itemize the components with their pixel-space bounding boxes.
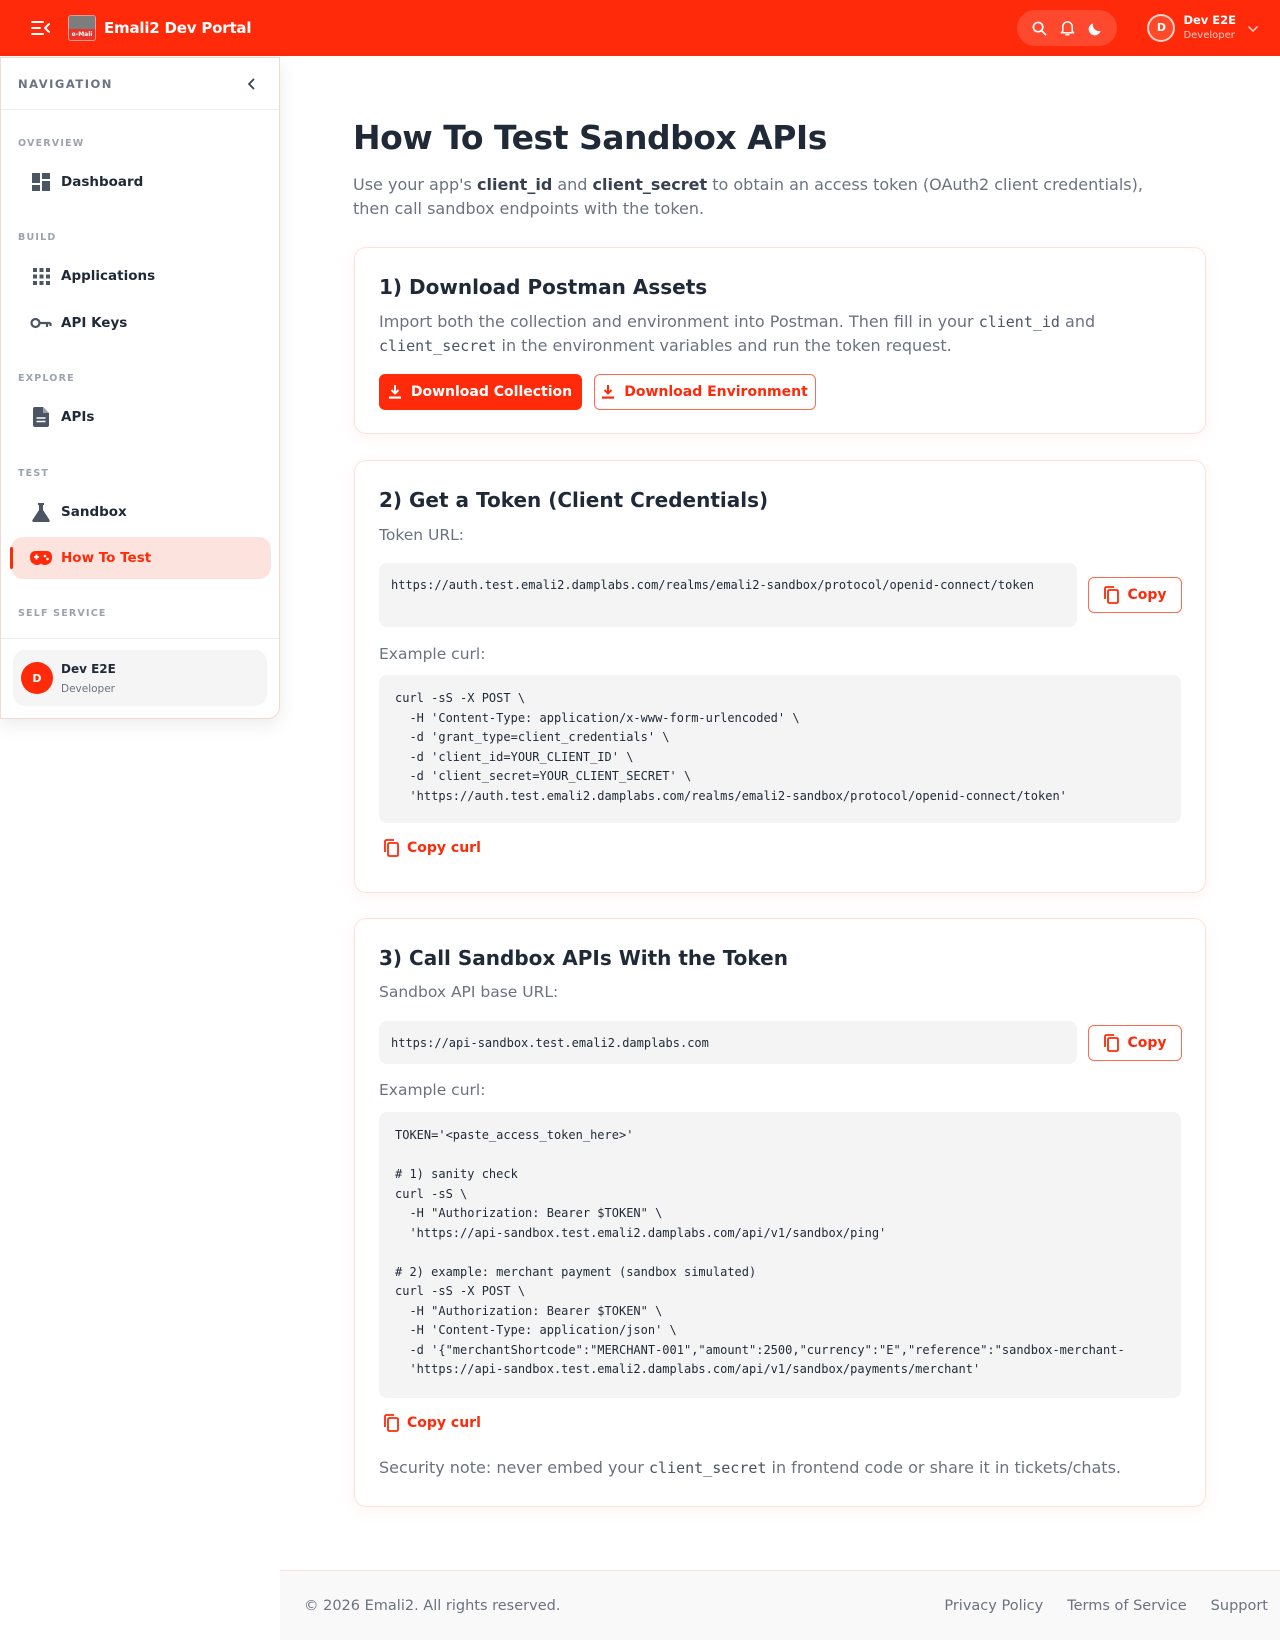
sidebar-item-label: Sandbox xyxy=(61,504,127,520)
token-url-label: Token URL: xyxy=(379,526,465,544)
footer xyxy=(280,1570,1280,1640)
moon-icon[interactable] xyxy=(1084,17,1106,39)
section-explore: EXPLORE xyxy=(18,373,75,384)
button-label: Copy xyxy=(1127,587,1167,603)
user-role: Developer xyxy=(1183,30,1235,42)
card-get-token xyxy=(354,460,1206,893)
download-collection-button[interactable] xyxy=(379,374,582,410)
button-label: Copy xyxy=(1127,1035,1167,1051)
sidebar xyxy=(0,57,280,719)
user-name: Dev E2E xyxy=(61,661,116,676)
avatar: D xyxy=(1147,14,1175,42)
terms-of-service-link[interactable]: Terms of Service xyxy=(1067,1598,1187,1614)
section-build: BUILD xyxy=(18,232,57,243)
sidebar-item-label: Dashboard xyxy=(61,174,144,190)
download-environment-button[interactable] xyxy=(594,374,816,410)
sidebar-title: NAVIGATION xyxy=(18,76,113,91)
download-icon xyxy=(602,385,614,399)
section-self-service: SELF SERVICE xyxy=(18,608,107,619)
support-link[interactable]: Support xyxy=(1210,1598,1268,1614)
copy-token-url-button[interactable] xyxy=(1088,577,1182,613)
code-client-secret: client_secret xyxy=(649,1459,767,1477)
sidebar-footer-divider xyxy=(1,638,279,639)
chevron-left-icon[interactable] xyxy=(247,78,255,90)
section-test: TEST xyxy=(18,468,50,479)
document-icon xyxy=(30,406,52,428)
example-curl-label: Example curl: xyxy=(379,1081,486,1099)
intro-text: to obtain an access token (OAuth2 client credentials), then call sandbox endpoints with the token. xyxy=(353,175,1143,218)
copyright: © 2026 Emali2. All rights reserved. xyxy=(304,1598,561,1614)
sidebar-item-how-to-test[interactable] xyxy=(11,537,271,579)
card-title: 1) Download Postman Assets xyxy=(379,275,708,299)
security-note xyxy=(379,1458,1121,1477)
card-call-sandbox xyxy=(354,918,1206,1507)
desc-text: and xyxy=(1059,312,1096,331)
copy-icon xyxy=(383,839,399,857)
sidebar-item-applications[interactable] xyxy=(11,255,271,297)
sidebar-item-api-keys[interactable] xyxy=(11,302,271,344)
intro-text: Use your app's xyxy=(353,175,477,194)
user-name: Dev E2E xyxy=(1183,12,1236,27)
user-menu[interactable] xyxy=(1147,14,1258,43)
sidebar-item-label: API Keys xyxy=(61,315,128,331)
key-icon xyxy=(30,312,52,334)
curl-sandbox-code: TOKEN='<paste_access_token_here>' # 1) sanity check curl -sS \ -H "Authorization: Bearer $TOKEN" \ 'https://api-sandbox.test.emali2.damplabs.com/api/v1/sandbox/ping' # 2) example: merchant payment (sandbox simulated) curl -sS -X POST \ -H "Authorization: Bearer $TOKEN" \ -H 'Content-Type: application/json' \ -d '{"merchantShortcode":"MERCHANT-001","amount":2500,"currency":"E","reference":"sandbox-merchant- 'https://api-sandbox.test.emali2.damplabs.com/api/v1/sandbox/payments/merchant' xyxy=(379,1112,1181,1398)
sidebar-item-label: How To Test xyxy=(61,550,152,566)
page-intro xyxy=(353,173,1183,221)
intro-client-id: client_id xyxy=(476,175,553,194)
gamepad-icon xyxy=(30,547,52,569)
app-title[interactable]: Emali2 Dev Portal xyxy=(104,19,252,37)
copy-curl-sandbox-button[interactable] xyxy=(383,1414,481,1432)
logo-text: e-Mali xyxy=(69,29,95,40)
copy-icon xyxy=(1103,586,1119,604)
section-overview: OVERVIEW xyxy=(18,138,85,149)
top-bar xyxy=(0,0,1280,56)
chevron-down-icon xyxy=(1248,18,1258,37)
desc-text: Import both the collection and environment into Postman. Then fill in your xyxy=(379,312,979,331)
card-title: 3) Call Sandbox APIs With the Token xyxy=(379,946,788,970)
card-download-assets xyxy=(354,247,1206,434)
card-description xyxy=(379,310,1179,358)
apps-grid-icon xyxy=(30,265,52,287)
button-label: Copy curl xyxy=(407,1415,481,1431)
search-icon[interactable] xyxy=(1028,17,1050,39)
example-curl-label: Example curl: xyxy=(379,645,486,663)
base-url-value: https://api-sandbox.test.emali2.damplabs.com xyxy=(379,1021,1077,1064)
base-url-label: Sandbox API base URL: xyxy=(379,983,559,1001)
header-actions xyxy=(1017,10,1117,46)
menu-toggle-icon[interactable] xyxy=(30,17,52,39)
button-label: Download Environment xyxy=(624,384,808,400)
user-role: Developer xyxy=(61,682,116,695)
app-logo[interactable] xyxy=(68,15,96,41)
bell-icon[interactable] xyxy=(1056,17,1078,39)
sidebar-item-label: Applications xyxy=(61,268,156,284)
code-client-id: client_id xyxy=(978,313,1060,331)
button-label: Download Collection xyxy=(410,384,573,400)
avatar: D xyxy=(21,662,53,694)
sidebar-item-sandbox[interactable] xyxy=(11,491,271,533)
sidebar-item-dashboard[interactable] xyxy=(11,161,271,203)
copy-base-url-button[interactable] xyxy=(1088,1025,1182,1061)
intro-text: and xyxy=(552,175,593,194)
privacy-policy-link[interactable]: Privacy Policy xyxy=(944,1598,1044,1614)
flask-icon xyxy=(30,501,52,523)
download-icon xyxy=(389,385,401,399)
note-text: Security note: never embed your xyxy=(379,1458,650,1477)
copy-curl-token-button[interactable] xyxy=(383,839,481,857)
curl-token-code: curl -sS -X POST \ -H 'Content-Type: application/x-www-form-urlencoded' \ -d 'grant_type=client_credentials' \ -d 'client_id=YOUR_CLIENT_ID' \ -d 'client_secret=YOUR_CLIENT_SECRET' \ 'https://auth.test.emali2.damplabs.com/realms/emali2-sandbox/protocol/openid-connect/token' xyxy=(379,675,1181,823)
dashboard-icon xyxy=(30,171,52,193)
code-client-secret: client_secret xyxy=(379,337,497,355)
sidebar-item-apis[interactable] xyxy=(11,396,271,438)
note-text: in frontend code or share it in tickets/chats. xyxy=(766,1458,1121,1477)
page-title: How To Test Sandbox APIs xyxy=(353,118,827,157)
button-label: Copy curl xyxy=(407,840,481,856)
card-title: 2) Get a Token (Client Credentials) xyxy=(379,488,769,512)
sidebar-item-label: APIs xyxy=(61,409,95,425)
sidebar-user-card[interactable] xyxy=(13,650,267,706)
copy-icon xyxy=(1103,1034,1119,1052)
copy-icon xyxy=(383,1414,399,1432)
desc-text: in the environment variables and run the token request. xyxy=(496,336,952,355)
intro-client-secret: client_secret xyxy=(592,175,708,194)
token-url-value: https://auth.test.emali2.damplabs.com/realms/emali2-sandbox/protocol/openid-connect/token xyxy=(379,563,1077,627)
